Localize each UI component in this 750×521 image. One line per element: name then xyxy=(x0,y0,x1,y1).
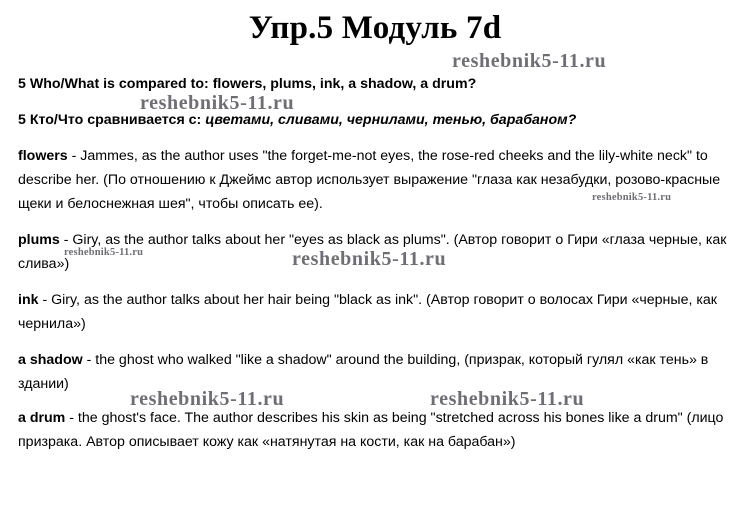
watermark: reshebnik5-11.ru xyxy=(292,248,447,270)
watermark: reshebnik5-11.ru xyxy=(140,92,295,114)
watermark: reshebnik5-11.ru xyxy=(430,388,585,410)
answer-term: a shadow xyxy=(18,352,83,368)
question-russian xyxy=(18,108,736,132)
answer-text: - Giry, as the author talks about her "eyes as black as plums". (Автор говорит о Гири «глаза черные, как слива») xyxy=(18,232,727,272)
answer-text: - Giry, as the author talks about her hair being "black as ink". (Автор говорит о волосах Гири «черные, как чернила») xyxy=(18,292,717,332)
answer-term: ink xyxy=(18,292,39,308)
watermark: reshebnik5-11.ru xyxy=(592,192,672,203)
watermark: reshebnik5-11.ru xyxy=(452,50,607,72)
answer-flowers xyxy=(18,144,736,216)
answer-ink xyxy=(18,288,736,336)
answer-term: plums xyxy=(18,232,60,248)
question-russian-options: цветами, сливами, чернилами, тенью, барабаном? xyxy=(205,112,577,128)
answer-term: flowers xyxy=(18,148,68,164)
watermark: reshebnik5-11.ru xyxy=(130,388,285,410)
answer-shadow xyxy=(18,348,736,396)
question-english: 5 Who/What is compared to: flowers, plums, ink, a shadow, a drum? xyxy=(18,76,477,92)
answer-text: - the ghost's face. The author describes his skin as being "stretched across his bones like a drum" (лицо призрака. Автор описывает кожу как «натянутая на кости, как на барабан») xyxy=(18,410,724,450)
answer-drum xyxy=(18,406,736,454)
answer-text: - Jammes, as the author uses "the forget-me-not eyes, the rose-red cheeks and the lily-white neck" to describe her. (По отношению к Джеймс автор использует выражение "глаза как незабудки, розово-красные щеки и белоснежная шея", чтобы описать ее). xyxy=(18,148,721,212)
page-title: Упр.5 Модуль 7d xyxy=(248,10,502,46)
answer-text: - the ghost who walked "like a shadow" around the building, (призрак, который гулял «как тень» в здании) xyxy=(18,352,709,392)
watermark: reshebnik5-11.ru xyxy=(64,247,144,258)
answer-term: a drum xyxy=(18,410,66,426)
question-russian-prefix: 5 Кто/Что сравнивается с: xyxy=(18,112,206,128)
